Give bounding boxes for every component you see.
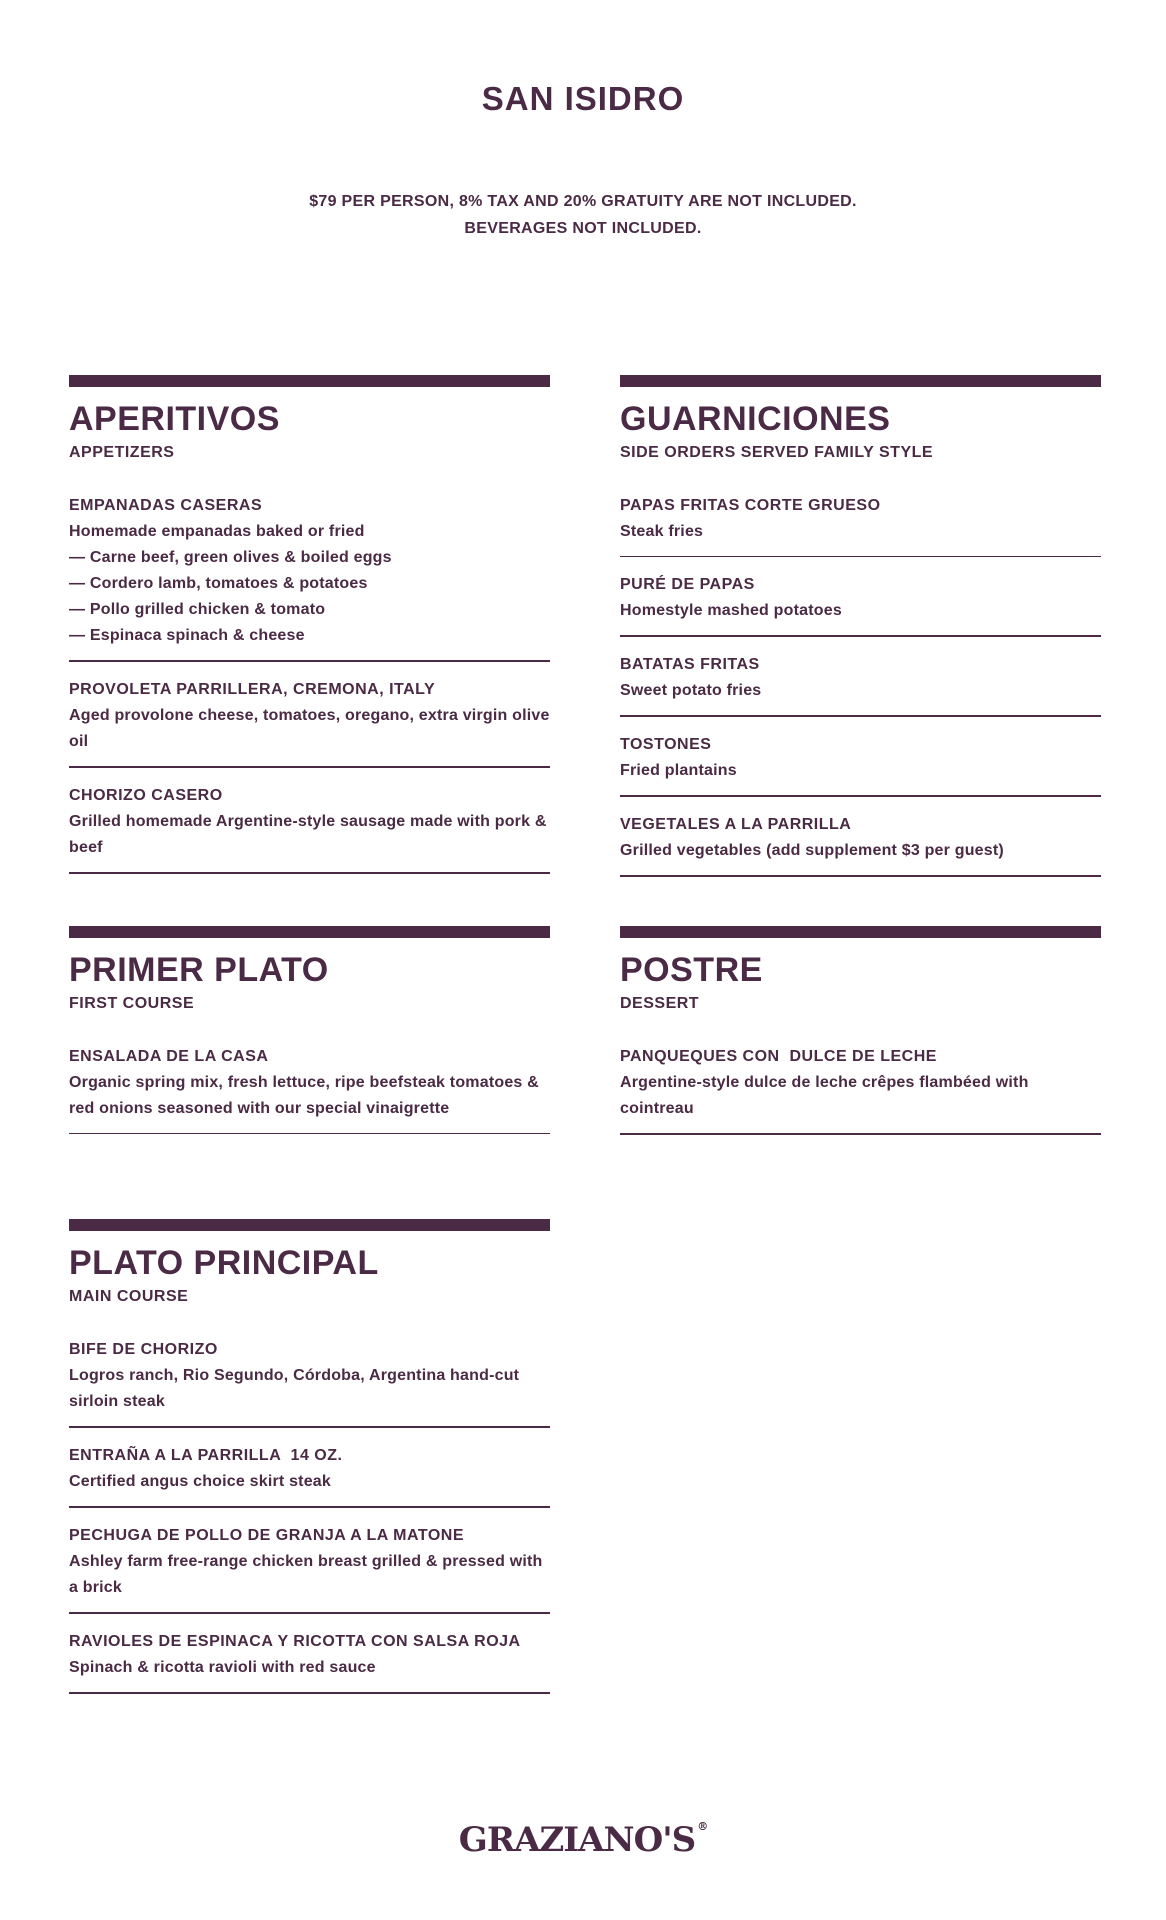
- menu-item-list: [69, 1044, 550, 1134]
- section-title: POSTRE: [620, 951, 763, 989]
- menu-item-option: — Pollo grilled chicken & tomato: [69, 601, 326, 618]
- menu-item-name: PANQUEQUES CON DULCE DE LECHE: [620, 1048, 937, 1065]
- pricing-note: [0, 188, 1166, 242]
- beverages-note: BEVERAGES NOT INCLUDED.: [464, 220, 702, 237]
- section-postre: [620, 926, 1101, 1150]
- menu-item-description: Steak fries: [620, 523, 704, 540]
- menu-item: [620, 572, 1101, 637]
- section-plato-principal: [69, 1219, 550, 1709]
- section-divider-bar: [69, 926, 550, 938]
- menu-item-option: — Carne beef, green olives & boiled eggs: [69, 549, 392, 566]
- menu-item-description: Logros ranch, Rio Segundo, Córdoba, Argentina hand-cut sirloin steak: [69, 1367, 520, 1410]
- section-title: APERITIVOS: [69, 400, 280, 438]
- section-divider-bar: [69, 1219, 550, 1231]
- menu-item-list: [620, 1044, 1101, 1135]
- section-subtitle: FIRST COURSE: [69, 995, 195, 1012]
- section-subtitle: SIDE ORDERS SERVED FAMILY STYLE: [620, 444, 934, 461]
- brand-logo: [0, 1820, 1166, 1860]
- section-divider-bar: [620, 375, 1101, 387]
- menu-item-name: PECHUGA DE POLLO DE GRANJA A LA MATONE: [69, 1527, 465, 1544]
- menu-item: [69, 1523, 550, 1614]
- menu-item-description: Certified angus choice skirt steak: [69, 1473, 332, 1490]
- section-divider-bar: [69, 375, 550, 387]
- pricing-line: $79 PER PERSON, 8% TAX AND 20% GRATUITY ARE NOT INCLUDED.: [309, 193, 857, 210]
- menu-item-description: Spinach & ricotta ravioli with red sauce: [69, 1659, 376, 1676]
- menu-item-name: CHORIZO CASERO: [69, 787, 223, 804]
- menu-item: [69, 493, 550, 662]
- section-subtitle: MAIN COURSE: [69, 1288, 189, 1305]
- menu-item-option: — Espinaca spinach & cheese: [69, 627, 305, 644]
- section-subtitle: APPETIZERS: [69, 444, 175, 461]
- menu-item-description: Grilled vegetables (add supplement $3 per guest): [620, 842, 1004, 859]
- menu-item-name: VEGETALES A LA PARRILLA: [620, 816, 852, 833]
- brand-logo-text: GRAZIANO'S: [458, 1820, 696, 1860]
- menu-item-name: ENTRAÑA A LA PARRILLA 14 OZ.: [69, 1447, 343, 1464]
- menu-item-name: PURÉ DE PAPAS: [620, 576, 755, 593]
- menu-item-option: — Cordero lamb, tomatoes & potatoes: [69, 575, 368, 592]
- section-title: PLATO PRINCIPAL: [69, 1244, 379, 1282]
- menu-item: [69, 1629, 550, 1694]
- menu-item: [69, 1044, 550, 1134]
- menu-item-name: PAPAS FRITAS CORTE GRUESO: [620, 497, 881, 514]
- menu-item-name: PROVOLETA PARRILLERA, CREMONA, ITALY: [69, 681, 436, 698]
- menu-item-description: Sweet potato fries: [620, 682, 762, 699]
- menu-item: [620, 652, 1101, 717]
- section-aperitivos: [69, 375, 550, 889]
- menu-item-description: Grilled homemade Argentine-style sausage made with pork & beef: [69, 813, 547, 856]
- menu-item-name: BATATAS FRITAS: [620, 656, 760, 673]
- menu-item-name: BIFE DE CHORIZO: [69, 1341, 218, 1358]
- menu-item: [620, 732, 1101, 797]
- menu-item: [69, 783, 550, 874]
- menu-item-description: Fried plantains: [620, 762, 737, 779]
- menu-item-description: Homestyle mashed potatoes: [620, 602, 842, 619]
- menu-item: [620, 493, 1101, 557]
- page-title: SAN ISIDRO: [481, 80, 685, 117]
- menu-item-description: Argentine-style dulce de leche crêpes flambéed with cointreau: [620, 1074, 1029, 1117]
- section-divider-bar: [620, 926, 1101, 938]
- menu-item-description: Ashley farm free-range chicken breast grilled & pressed with a brick: [69, 1553, 543, 1596]
- menu-item-name: RAVIOLES DE ESPINACA Y RICOTTA CON SALSA ROJA: [69, 1633, 521, 1650]
- menu-item: [69, 1337, 550, 1428]
- section-title: PRIMER PLATO: [69, 951, 329, 989]
- menu-item-list: [69, 493, 550, 874]
- section-title: GUARNICIONES: [620, 400, 891, 438]
- menu-item-description: Homemade empanadas baked or fried: [69, 523, 365, 540]
- menu-item: [620, 812, 1101, 877]
- menu-item-list: [620, 493, 1101, 877]
- menu-item: [69, 1443, 550, 1508]
- menu-item-name: ENSALADA DE LA CASA: [69, 1048, 269, 1065]
- menu-item-list: [69, 1337, 550, 1694]
- menu-item: [69, 677, 550, 768]
- menu-item-description: Organic spring mix, fresh lettuce, ripe beefsteak tomatoes & red onions seasoned with our special vinaigrette: [69, 1074, 539, 1117]
- menu-item-name: EMPANADAS CASERAS: [69, 497, 263, 514]
- menu-item-description: Aged provolone cheese, tomatoes, oregano, extra virgin olive oil: [69, 707, 550, 750]
- section-primer-plato: [69, 926, 550, 1149]
- registered-mark: ®: [697, 1820, 708, 1833]
- menu-item: [620, 1044, 1101, 1135]
- menu-item-name: TOSTONES: [620, 736, 712, 753]
- section-subtitle: DESSERT: [620, 995, 700, 1012]
- section-guarniciones: [620, 375, 1101, 892]
